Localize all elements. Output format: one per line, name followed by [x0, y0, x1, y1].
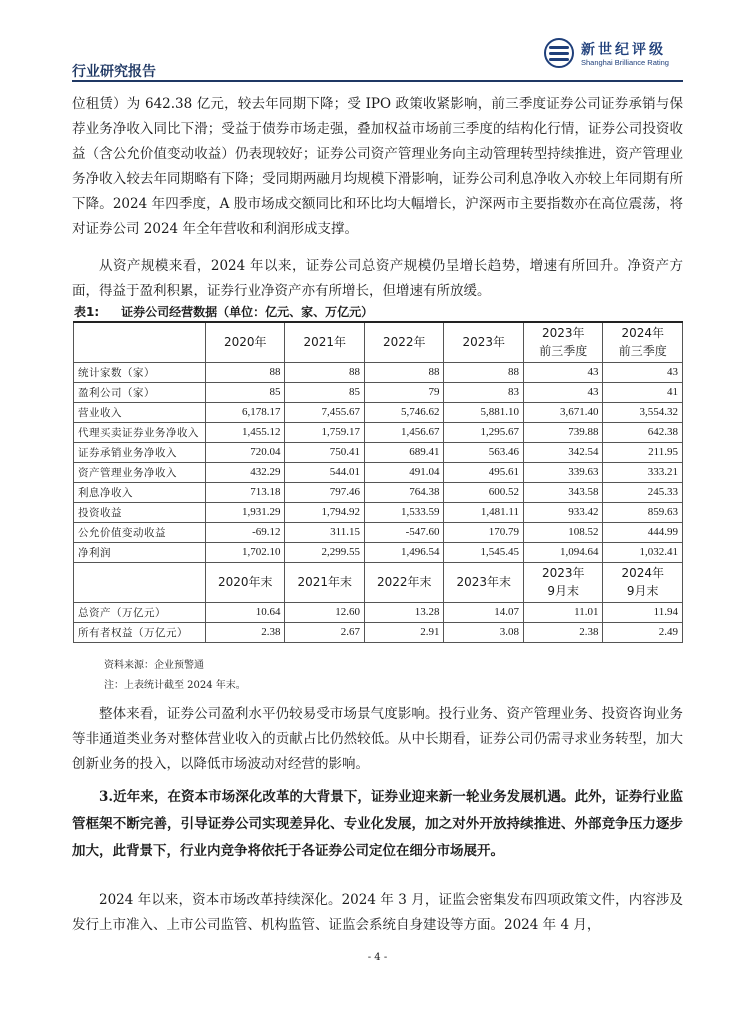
table-row: [74, 462, 683, 482]
table-cell: 5,881.10: [444, 402, 524, 422]
table-column-header: 2024年 9月末: [603, 562, 683, 602]
paragraph-reform: 2024 年以来，资本市场改革持续深化。2024 年 3 月，证监会密集发布四项政策文件，内容涉及发行上市准入、上市公司监管、机构监管、证监会系统自身建设等方面。2024 年 4 月，: [72, 892, 683, 933]
row-label: 资产管理业务净收入: [74, 462, 206, 482]
table-cell: 1,496.54: [364, 542, 444, 562]
header-rule: [72, 80, 683, 82]
table-footnote: 注：上表统计截至 2024 年末。: [104, 680, 246, 691]
table-cell: 797.46: [285, 482, 365, 502]
table-column-header: 2023年 前三季度: [523, 322, 603, 362]
row-label: 代理买卖证券业务净收入: [74, 422, 206, 442]
table-cell: 2.38: [523, 622, 603, 642]
table-column-header: 2024年 前三季度: [603, 322, 683, 362]
table-cell: 43: [523, 382, 603, 402]
table-cell: 764.38: [364, 482, 444, 502]
row-label: 所有者权益（万亿元）: [74, 622, 206, 642]
company-logo: [544, 38, 704, 72]
table-cell: 713.18: [205, 482, 285, 502]
table-column-header: 2020年: [205, 322, 285, 362]
table-cell: 311.15: [285, 522, 365, 542]
table-cell: 1,032.41: [603, 542, 683, 562]
table-cell: 342.54: [523, 442, 603, 462]
table-cell: 1,295.67: [444, 422, 524, 442]
table-row: [74, 422, 683, 442]
operating-data-table: [73, 321, 683, 643]
table-row: [74, 362, 683, 382]
table-cell: 2,299.55: [285, 542, 365, 562]
table-cell: 41: [603, 382, 683, 402]
table-cell: 11.01: [523, 602, 603, 622]
table-cell: 245.33: [603, 482, 683, 502]
table-cell: 444.99: [603, 522, 683, 542]
table-cell: 1,794.92: [285, 502, 365, 522]
table-cell: 79: [364, 382, 444, 402]
table-row: [74, 622, 683, 642]
table-cell: 10.64: [205, 602, 285, 622]
table-cell: -69.12: [205, 522, 285, 542]
table-cell: 14.07: [444, 602, 524, 622]
table-cell: 933.42: [523, 502, 603, 522]
table-cell: 43: [603, 362, 683, 382]
paragraph-asset-scale: 从资产规模来看，2024 年以来，证券公司总资产规模仍呈增长趋势，增速有所回升。净资产方面，得益于盈利积累，证券行业净资产亦有所增长，但增速有所放缓。: [72, 258, 683, 299]
page-number: - 4 -: [367, 952, 388, 963]
table-cell: 859.63: [603, 502, 683, 522]
table-cell: 6,178.17: [205, 402, 285, 422]
table-row: [74, 382, 683, 402]
row-label: 净利润: [74, 542, 206, 562]
table-cell: 7,455.67: [285, 402, 365, 422]
table-cell: 108.52: [523, 522, 603, 542]
table-cell: 2.38: [205, 622, 285, 642]
table-cell: 88: [364, 362, 444, 382]
table-header-row: [74, 322, 683, 362]
table-cell: 739.88: [523, 422, 603, 442]
table-cell: 2.67: [285, 622, 365, 642]
table-cell: 1,759.17: [285, 422, 365, 442]
table-cell: 495.61: [444, 462, 524, 482]
row-label: 总资产（万亿元）: [74, 602, 206, 622]
table-cell: 642.38: [603, 422, 683, 442]
table-cell: 1,094.64: [523, 542, 603, 562]
table-column-header: 2022年末: [364, 562, 444, 602]
table-cell: 170.79: [444, 522, 524, 542]
table-cell: -547.60: [364, 522, 444, 542]
table-cell: 750.41: [285, 442, 365, 462]
table-column-header: 2020年末: [205, 562, 285, 602]
table-cell: 88: [285, 362, 365, 382]
table-row: [74, 522, 683, 542]
paragraph-overall: 整体来看，证券公司盈利水平仍较易受市场景气度影响。投行业务、资产管理业务、投资咨询业务等非通道类业务对整体营业收入的贡献占比仍然较低。从中长期看，证券公司仍需寻求业务转型，加大创新业务的投入，以降低市场波动对经营的影响。: [72, 706, 683, 772]
table-cell: 1,931.29: [205, 502, 285, 522]
table-cell: 3,671.40: [523, 402, 603, 422]
table-cell: 12.60: [285, 602, 365, 622]
table-cell: 2.91: [364, 622, 444, 642]
table-row: [74, 502, 683, 522]
table-column-header: 2023年末: [444, 562, 524, 602]
table-cell: 85: [285, 382, 365, 402]
table-row: [74, 542, 683, 562]
table-cell: 211.95: [603, 442, 683, 462]
table-cell: 339.63: [523, 462, 603, 482]
table-cell: 43: [523, 362, 603, 382]
logo-name: 新世纪评级: [581, 42, 666, 58]
table-cell: 83: [444, 382, 524, 402]
table-cell: 2.49: [603, 622, 683, 642]
row-label: 证券承销业务净收入: [74, 442, 206, 462]
table-cell: 88: [205, 362, 285, 382]
table-row: [74, 602, 683, 622]
row-label: 盈利公司（家）: [74, 382, 206, 402]
table-cell: 1,533.59: [364, 502, 444, 522]
table-caption: [74, 303, 395, 320]
logo-subtitle: Shanghai Brilliance Rating: [581, 58, 669, 67]
table-cell: 3,554.32: [603, 402, 683, 422]
table-cell: 563.46: [444, 442, 524, 462]
report-type-title: 行业研究报告: [72, 64, 156, 80]
table-cell: 1,702.10: [205, 542, 285, 562]
table-column-header: 2021年: [285, 322, 365, 362]
table-cell: 333.21: [603, 462, 683, 482]
table-cell: 600.52: [444, 482, 524, 502]
row-label: 利息净收入: [74, 482, 206, 502]
table-row: [74, 482, 683, 502]
table-cell: 1,545.45: [444, 542, 524, 562]
table-corner-cell: [74, 562, 206, 602]
row-label: 营业收入: [74, 402, 206, 422]
row-label: 统计家数（家）: [74, 362, 206, 382]
table-cell: 689.41: [364, 442, 444, 462]
table-cell: 1,456.67: [364, 422, 444, 442]
globe-icon: [544, 38, 574, 68]
table-column-header: 2022年: [364, 322, 444, 362]
table-cell: 5,746.62: [364, 402, 444, 422]
table-cell: 491.04: [364, 462, 444, 482]
table-column-header: 2021年末: [285, 562, 365, 602]
table-cell: 432.29: [205, 462, 285, 482]
table-row: [74, 402, 683, 422]
source-note: 资料来源：企业预警通: [104, 660, 204, 671]
table-number: 表1:: [74, 305, 100, 319]
row-label: 投资收益: [74, 502, 206, 522]
section-heading-paragraph: 3.近年来，在资本市场深化改革的大背景下，证券业迎来新一轮业务发展机遇。此外，证券行业监管框架不断完善，引导证券公司实现差异化、专业化发展，加之对外开放持续推进、外部竞争压力逐步加大，此背景下，行业内竞争将依托于各证券公司定位在细分市场展开。: [72, 789, 683, 859]
table-cell: 85: [205, 382, 285, 402]
table-cell: 544.01: [285, 462, 365, 482]
table-cell: 720.04: [205, 442, 285, 462]
table-corner-cell: [74, 322, 206, 362]
table-column-header: 2023年 9月末: [523, 562, 603, 602]
table-cell: 13.28: [364, 602, 444, 622]
table-cell: 343.58: [523, 482, 603, 502]
table-column-header: 2023年: [444, 322, 524, 362]
table-cell: 3.08: [444, 622, 524, 642]
table-title: 证券公司经营数据（单位：亿元、家、万亿元）: [121, 305, 374, 319]
table-cell: 88: [444, 362, 524, 382]
paragraph-continuation: 位租赁）为 642.38 亿元，较去年同期下降；受 IPO 政策收紧影响，前三季度证券公司证券承销与保荐业务净收入同比下滑；受益于债券市场走强，叠加权益市场前三季度的结构化行情，证券公司投资收益（含公允价值变动收益）仍表现较好；证券公司资产管理业务向主动管理转型持续推进，资产管理业务净收入较去年同期略有下降；受同期两融月均规模下滑影响，证券公司利息净收入亦较上年同期有所下降。2024 年四季度，A 股市场成交额同比和环比均大幅增长，沪深两市主要指数亦在高位震荡，将对证券公司 2024 年全年营收和利润形成支撑。: [72, 96, 683, 237]
row-label: 公允价值变动收益: [74, 522, 206, 542]
table-cell: 11.94: [603, 602, 683, 622]
table-header-row: [74, 562, 683, 602]
table-cell: 1,481.11: [444, 502, 524, 522]
table-cell: 1,455.12: [205, 422, 285, 442]
table-row: [74, 442, 683, 462]
